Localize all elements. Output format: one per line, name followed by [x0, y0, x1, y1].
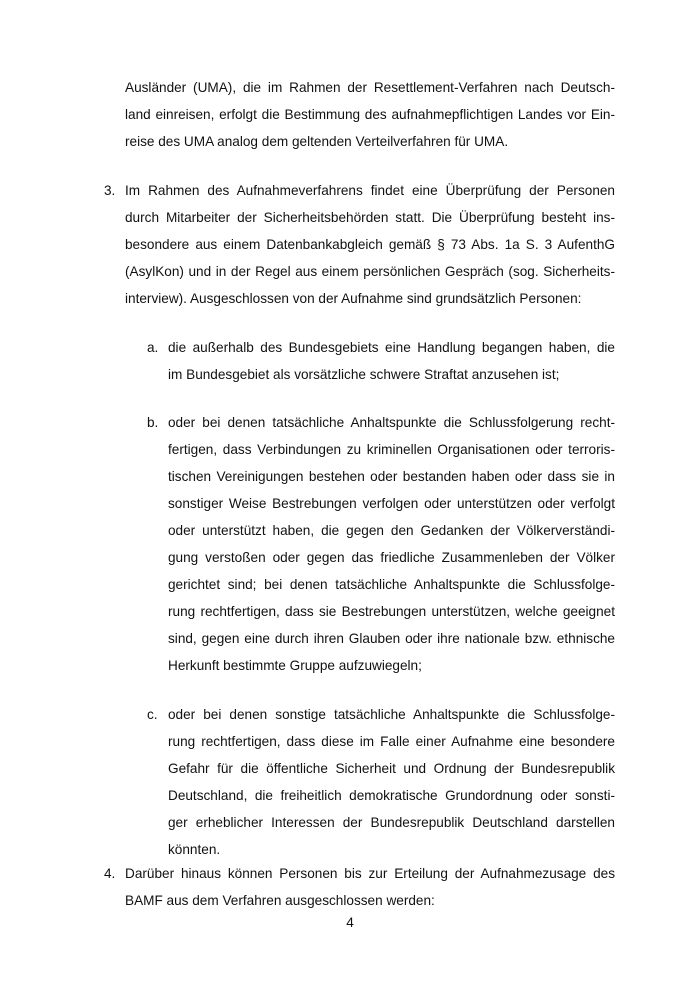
text-line: rung rechtfertigen, dass diese im Falle einer Aufnahme eine besondere [168, 734, 615, 749]
text-line: durch Mitarbeiter der Sicherheitsbehörden statt. Die Überprüfung besteht ins- [125, 210, 615, 225]
text-line: Deutschland, die freiheitlich demokratische Grundordnung oder sonsti- [168, 788, 615, 803]
page-number: 4 [346, 915, 354, 930]
text-line: besondere aus einem Datenbankabgleich gemäß § 73 Abs. 1a S. 3 AufenthG [125, 237, 615, 252]
text-line: Im Rahmen des Aufnahmeverfahrens findet eine Überprüfung der Personen [125, 183, 615, 198]
text-line: sind, gegen eine durch ihren Glauben oder ihre nationale bzw. ethnische [168, 631, 615, 646]
text-line: die außerhalb des Bundesgebiets eine Handlung begangen haben, die [168, 340, 615, 355]
text-line: Darüber hinaus können Personen bis zur Erteilung der Aufnahmezusage des [125, 866, 615, 881]
text-line: land einreisen, erfolgt die Bestimmung des aufnahmepflichtigen Landes vor Ein- [125, 107, 615, 122]
text-line: (AsylKon) und in der Regel aus einem persönlichen Gespräch (sog. Sicherheits- [125, 264, 615, 279]
sub-item-letter: b. [147, 415, 159, 430]
text-line: Gefahr für die öffentliche Sicherheit und Ordnung der Bundesrepublik [168, 761, 615, 776]
text-line: oder unterstützt haben, die gegen den Gedanken der Völkerverständi- [168, 523, 615, 538]
text-line: BAMF aus dem Verfahren ausgeschlossen werden: [125, 893, 435, 908]
text-line: tischen Vereinigungen bestehen oder bestanden haben oder dass sie in [168, 469, 615, 484]
text-line: rung rechtfertigen, dass sie Bestrebungen unterstützen, welche geeignet [168, 604, 615, 619]
text-line: interview). Ausgeschlossen von der Aufnahme sind grundsätzlich Personen: [125, 291, 582, 306]
text-line: gung verstoßen oder gegen das friedliche Zusammenleben der Völker [168, 550, 615, 565]
text-line: oder bei denen tatsächliche Anhaltspunkte die Schlussfolgerung recht- [168, 415, 615, 430]
text-line: oder bei denen sonstige tatsächliche Anhaltspunkte die Schlussfolge- [168, 707, 615, 722]
sub-item-letter: c. [147, 707, 158, 722]
list-number: 4. [104, 866, 116, 881]
text-line: reise des UMA analog dem geltenden Verteilverfahren für UMA. [125, 134, 509, 149]
text-line: fertigen, dass Verbindungen zu kriminellen Organisationen oder terroris- [168, 442, 615, 457]
text-line: im Bundesgebiet als vorsätzliche schwere Straftat anzusehen ist; [168, 367, 560, 382]
text-line: könnten. [168, 842, 221, 857]
list-number: 3. [104, 183, 116, 198]
text-line: sonstiger Weise Bestrebungen verfolgen oder unterstützen oder verfolgt [168, 496, 615, 511]
sub-item-letter: a. [147, 340, 159, 355]
text-line: Herkunft bestimmte Gruppe aufzuwiegeln; [168, 658, 422, 673]
text-line: gerichtet sind; bei denen tatsächliche Anhaltspunkte die Schlussfolge- [168, 577, 615, 592]
text-line: ger erheblicher Interessen der Bundesrepublik Deutschland darstellen [168, 815, 615, 830]
text-line: Ausländer (UMA), die im Rahmen der Resettlement-Verfahren nach Deutsch- [125, 80, 615, 95]
